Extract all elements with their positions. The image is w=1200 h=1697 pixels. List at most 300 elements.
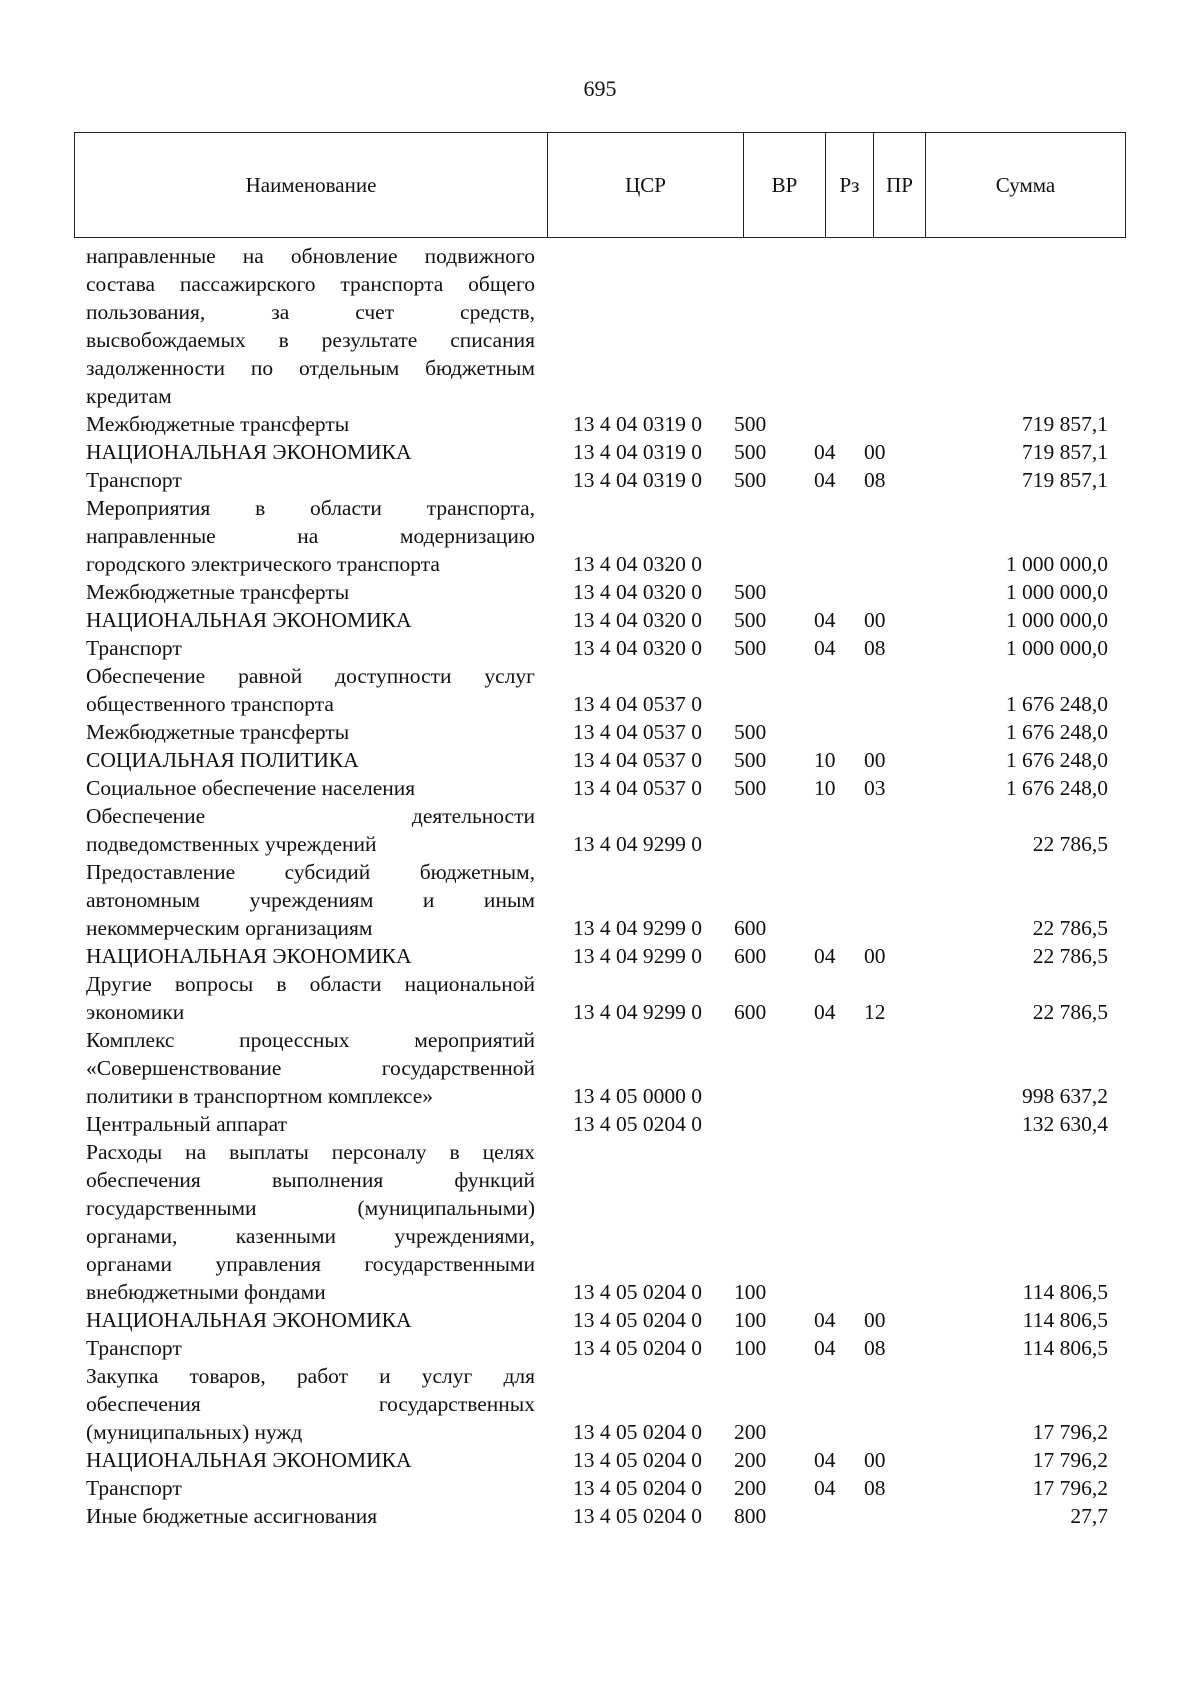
row-name-line: органами, казенными учреждениями, xyxy=(86,1224,535,1248)
row-name-line: автономным учреждениям и иным xyxy=(86,888,535,912)
row-csr xyxy=(535,438,730,466)
row-rz-value: 04 xyxy=(814,944,836,968)
row-name xyxy=(86,718,535,746)
row-name-line: направленные на модернизацию xyxy=(86,524,535,548)
row-rz-value: 04 xyxy=(814,1000,836,1024)
row-vr-value: 100 xyxy=(734,1280,767,1304)
row-name-line: НАЦИОНАЛЬНАЯ ЭКОНОМИКА xyxy=(86,608,412,632)
table-row xyxy=(0,466,1200,494)
row-vr xyxy=(730,1502,810,1530)
row-name xyxy=(86,242,535,410)
row-rz xyxy=(810,1474,858,1502)
row-sum-value: 17 796,2 xyxy=(1032,1420,1108,1444)
row-sum xyxy=(918,410,1108,438)
row-name xyxy=(86,1446,535,1474)
row-vr xyxy=(730,1446,810,1474)
row-sum-value: 22 786,5 xyxy=(1032,944,1108,968)
row-csr xyxy=(535,1138,730,1306)
row-rz-value: 04 xyxy=(814,440,836,464)
row-name-line: государственными (муниципальными) xyxy=(86,1196,535,1220)
row-sum-value: 1 676 248,0 xyxy=(1005,692,1108,716)
row-vr-value: 500 xyxy=(734,776,767,800)
row-name-line: Предоставление субсидий бюджетным, xyxy=(86,860,535,884)
row-name-line: внебюджетными фондами xyxy=(86,1280,326,1304)
row-sum-value: 114 806,5 xyxy=(1022,1308,1108,1332)
row-csr-value: 13 4 05 0000 0 xyxy=(573,1084,702,1108)
row-name-line: Обеспечение равной доступности услуг xyxy=(86,664,535,688)
row-vr xyxy=(730,970,810,1026)
row-rz-value: 04 xyxy=(814,636,836,660)
row-name-line: Другие вопросы в области национальной xyxy=(86,972,535,996)
row-csr-value: 13 4 04 0320 0 xyxy=(573,580,702,604)
row-pr xyxy=(858,1110,918,1138)
row-csr-value: 13 4 05 0204 0 xyxy=(573,1420,702,1444)
row-sum-value: 22 786,5 xyxy=(1032,916,1108,940)
row-pr-value: 00 xyxy=(864,944,886,968)
row-pr xyxy=(858,410,918,438)
header-name: Наименование xyxy=(245,172,377,197)
table-row xyxy=(0,634,1200,662)
row-name-line: пользования, за счет средств, xyxy=(86,300,535,324)
row-rz xyxy=(810,466,858,494)
row-sum-value: 719 857,1 xyxy=(1022,412,1108,436)
row-csr-value: 13 4 04 0320 0 xyxy=(573,552,702,576)
row-csr xyxy=(535,634,730,662)
row-rz-value: 04 xyxy=(814,1448,836,1472)
row-pr-value: 00 xyxy=(864,608,886,632)
row-sum xyxy=(918,494,1108,578)
row-vr-value: 100 xyxy=(734,1336,767,1360)
table-row xyxy=(0,858,1200,942)
row-pr xyxy=(858,494,918,578)
row-sum xyxy=(918,1026,1108,1110)
row-sum xyxy=(918,774,1108,802)
header-rz: Рз xyxy=(825,133,873,237)
row-csr-value: 13 4 04 0319 0 xyxy=(573,412,702,436)
table-row xyxy=(0,1138,1200,1306)
row-name-line: (муниципальных) нужд xyxy=(86,1420,303,1444)
row-name-line: подведомственных учреждений xyxy=(86,832,377,856)
row-csr xyxy=(535,802,730,858)
row-csr-value: 13 4 04 0320 0 xyxy=(573,636,702,660)
row-sum-value: 1 000 000,0 xyxy=(1005,636,1108,660)
row-pr-value: 08 xyxy=(864,1336,886,1360)
row-name-line: органами управления государственными xyxy=(86,1252,535,1276)
table-body xyxy=(0,242,1200,1530)
row-name-line: Транспорт xyxy=(86,1336,182,1360)
row-rz xyxy=(810,1362,858,1446)
row-sum xyxy=(918,438,1108,466)
row-csr xyxy=(535,1110,730,1138)
row-rz-value: 04 xyxy=(814,1476,836,1500)
row-rz xyxy=(810,662,858,718)
row-name xyxy=(86,802,535,858)
row-sum xyxy=(918,1446,1108,1474)
row-pr-value: 08 xyxy=(864,468,886,492)
row-sum xyxy=(918,718,1108,746)
row-rz xyxy=(810,718,858,746)
row-csr-value: 13 4 05 0204 0 xyxy=(573,1448,702,1472)
row-name xyxy=(86,746,535,774)
table-row xyxy=(0,1110,1200,1138)
row-vr-value: 600 xyxy=(734,1000,767,1024)
row-csr xyxy=(535,578,730,606)
row-rz-value: 04 xyxy=(814,468,836,492)
row-vr xyxy=(730,606,810,634)
row-sum-value: 719 857,1 xyxy=(1022,440,1108,464)
row-rz-value: 04 xyxy=(814,1336,836,1360)
row-name-line: Центральный аппарат xyxy=(86,1112,288,1136)
row-name xyxy=(86,858,535,942)
row-vr-value: 500 xyxy=(734,720,767,744)
row-pr-value: 00 xyxy=(864,1448,886,1472)
row-csr xyxy=(535,494,730,578)
row-pr xyxy=(858,1306,918,1334)
row-csr xyxy=(535,942,730,970)
row-rz xyxy=(810,1026,858,1110)
row-name-line: Межбюджетные трансферты xyxy=(86,720,350,744)
row-pr xyxy=(858,858,918,942)
row-csr xyxy=(535,1334,730,1362)
row-rz-value: 04 xyxy=(814,608,836,632)
row-name xyxy=(86,1138,535,1306)
row-name-line: политики в транспортном комплексе» xyxy=(86,1084,433,1108)
row-rz xyxy=(810,242,858,410)
row-name-line: обеспечения выполнения функций xyxy=(86,1168,535,1192)
row-name-line: Межбюджетные трансферты xyxy=(86,580,350,604)
row-name-line: направленные на обновление подвижного xyxy=(86,244,535,268)
row-csr xyxy=(535,970,730,1026)
row-csr xyxy=(535,718,730,746)
row-vr xyxy=(730,1138,810,1306)
row-name xyxy=(86,1334,535,1362)
row-pr xyxy=(858,1138,918,1306)
row-name-line: Комплекс процессных мероприятий xyxy=(86,1028,535,1052)
row-sum xyxy=(918,242,1108,410)
table-row xyxy=(0,662,1200,718)
row-sum xyxy=(918,802,1108,858)
table-row xyxy=(0,410,1200,438)
table-row xyxy=(0,942,1200,970)
row-pr xyxy=(858,578,918,606)
table-row xyxy=(0,606,1200,634)
row-sum xyxy=(918,1474,1108,1502)
row-pr-value: 00 xyxy=(864,440,886,464)
row-sum-value: 1 000 000,0 xyxy=(1005,608,1108,632)
row-name-line: обеспечения государственных xyxy=(86,1392,535,1416)
row-vr xyxy=(730,1334,810,1362)
table-row xyxy=(0,1474,1200,1502)
row-sum xyxy=(918,606,1108,634)
row-vr-value: 600 xyxy=(734,916,767,940)
row-rz xyxy=(810,970,858,1026)
row-csr xyxy=(535,1306,730,1334)
row-pr xyxy=(858,970,918,1026)
table-row xyxy=(0,774,1200,802)
row-name-line: Обеспечение деятельности xyxy=(86,804,535,828)
row-pr xyxy=(858,1334,918,1362)
row-name xyxy=(86,1474,535,1502)
row-name-line: задолженности по отдельным бюджетным xyxy=(86,356,535,380)
row-rz xyxy=(810,494,858,578)
row-vr-value: 500 xyxy=(734,748,767,772)
row-name-line: Социальное обеспечение населения xyxy=(86,776,416,800)
row-pr xyxy=(858,634,918,662)
row-csr-value: 13 4 05 0204 0 xyxy=(573,1308,702,1332)
row-pr xyxy=(858,1446,918,1474)
table-row xyxy=(0,802,1200,858)
row-name-line: Транспорт xyxy=(86,1476,182,1500)
row-pr xyxy=(858,746,918,774)
row-name xyxy=(86,774,535,802)
row-csr xyxy=(535,1474,730,1502)
row-name-line: Иные бюджетные ассигнования xyxy=(86,1504,378,1528)
row-sum xyxy=(918,578,1108,606)
row-vr xyxy=(730,1474,810,1502)
row-rz xyxy=(810,942,858,970)
row-name xyxy=(86,1306,535,1334)
header-sum: Сумма xyxy=(925,133,1125,237)
row-vr xyxy=(730,1110,810,1138)
row-csr xyxy=(535,1362,730,1446)
row-csr xyxy=(535,410,730,438)
row-sum xyxy=(918,634,1108,662)
table-row xyxy=(0,1306,1200,1334)
table-row xyxy=(0,1026,1200,1110)
row-vr-value: 500 xyxy=(734,636,767,660)
row-name-line: НАЦИОНАЛЬНАЯ ЭКОНОМИКА xyxy=(86,1448,412,1472)
row-vr xyxy=(730,802,810,858)
row-name xyxy=(86,942,535,970)
row-sum xyxy=(918,1502,1108,1530)
row-sum-value: 22 786,5 xyxy=(1032,832,1108,856)
row-sum xyxy=(918,942,1108,970)
row-rz xyxy=(810,1110,858,1138)
table-row xyxy=(0,438,1200,466)
row-name xyxy=(86,466,535,494)
row-rz-value: 04 xyxy=(814,1308,836,1332)
row-rz xyxy=(810,802,858,858)
row-pr xyxy=(858,1474,918,1502)
row-sum xyxy=(918,1138,1108,1306)
row-vr-value: 200 xyxy=(734,1476,767,1500)
row-rz xyxy=(810,578,858,606)
row-name-line: Мероприятия в области транспорта, xyxy=(86,496,535,520)
row-pr xyxy=(858,1026,918,1110)
row-sum xyxy=(918,662,1108,718)
row-name-line: НАЦИОНАЛЬНАЯ ЭКОНОМИКА xyxy=(86,1308,412,1332)
row-rz xyxy=(810,746,858,774)
row-pr-value: 08 xyxy=(864,636,886,660)
row-pr xyxy=(858,466,918,494)
row-csr-value: 13 4 05 0204 0 xyxy=(573,1112,702,1136)
row-name xyxy=(86,1502,535,1530)
row-vr xyxy=(730,774,810,802)
table-row xyxy=(0,578,1200,606)
row-sum xyxy=(918,1306,1108,1334)
row-sum xyxy=(918,858,1108,942)
row-pr xyxy=(858,718,918,746)
row-sum xyxy=(918,466,1108,494)
row-csr-value: 13 4 04 0537 0 xyxy=(573,776,702,800)
row-vr-value: 500 xyxy=(734,440,767,464)
row-sum-value: 1 000 000,0 xyxy=(1005,580,1108,604)
table-row xyxy=(0,1446,1200,1474)
row-csr xyxy=(535,858,730,942)
header-csr: ЦСР xyxy=(547,133,743,237)
row-vr-value: 500 xyxy=(734,608,767,632)
row-vr xyxy=(730,578,810,606)
row-rz-value: 10 xyxy=(814,748,836,772)
row-rz xyxy=(810,1138,858,1306)
row-csr-value: 13 4 05 0204 0 xyxy=(573,1504,702,1528)
table-row xyxy=(0,746,1200,774)
row-csr-value: 13 4 05 0204 0 xyxy=(573,1476,702,1500)
row-sum-value: 17 796,2 xyxy=(1032,1476,1108,1500)
row-vr-value: 200 xyxy=(734,1448,767,1472)
row-name xyxy=(86,634,535,662)
row-sum-value: 114 806,5 xyxy=(1022,1280,1108,1304)
row-sum-value: 1 676 248,0 xyxy=(1005,776,1108,800)
row-rz xyxy=(810,410,858,438)
row-vr xyxy=(730,466,810,494)
row-pr xyxy=(858,1502,918,1530)
row-pr xyxy=(858,606,918,634)
row-vr xyxy=(730,410,810,438)
row-sum xyxy=(918,1334,1108,1362)
row-pr xyxy=(858,662,918,718)
table-header xyxy=(74,132,1126,238)
row-name-line: общественного транспорта xyxy=(86,692,334,716)
row-rz xyxy=(810,634,858,662)
row-vr-value: 100 xyxy=(734,1308,767,1332)
row-csr xyxy=(535,774,730,802)
row-csr-value: 13 4 04 9299 0 xyxy=(573,1000,702,1024)
row-name xyxy=(86,606,535,634)
row-name-line: «Совершенствование государственной xyxy=(86,1056,535,1080)
row-name-line: НАЦИОНАЛЬНАЯ ЭКОНОМИКА xyxy=(86,944,412,968)
row-sum-value: 27,7 xyxy=(1070,1504,1108,1528)
row-pr-value: 00 xyxy=(864,748,886,772)
table-row xyxy=(0,718,1200,746)
row-csr xyxy=(535,606,730,634)
row-vr-value: 500 xyxy=(734,412,767,436)
row-rz xyxy=(810,1502,858,1530)
row-csr-value: 13 4 04 0320 0 xyxy=(573,608,702,632)
row-vr xyxy=(730,718,810,746)
row-pr xyxy=(858,802,918,858)
row-vr xyxy=(730,1306,810,1334)
row-pr-value: 00 xyxy=(864,1308,886,1332)
row-name-line: экономики xyxy=(86,1000,185,1024)
row-name xyxy=(86,494,535,578)
row-csr-value: 13 4 04 9299 0 xyxy=(573,916,702,940)
row-csr-value: 13 4 04 0319 0 xyxy=(573,468,702,492)
row-sum-value: 1 000 000,0 xyxy=(1005,552,1108,576)
row-vr-value: 800 xyxy=(734,1504,767,1528)
row-name xyxy=(86,662,535,718)
row-vr xyxy=(730,634,810,662)
row-pr xyxy=(858,242,918,410)
row-rz xyxy=(810,438,858,466)
row-vr xyxy=(730,494,810,578)
row-name-line: НАЦИОНАЛЬНАЯ ЭКОНОМИКА xyxy=(86,440,412,464)
row-name xyxy=(86,410,535,438)
row-pr-value: 03 xyxy=(864,776,886,800)
row-pr xyxy=(858,942,918,970)
row-csr xyxy=(535,1502,730,1530)
row-sum xyxy=(918,746,1108,774)
row-pr xyxy=(858,774,918,802)
header-pr: ПР xyxy=(873,133,925,237)
row-vr xyxy=(730,662,810,718)
row-vr xyxy=(730,858,810,942)
row-sum-value: 17 796,2 xyxy=(1032,1448,1108,1472)
row-pr-value: 12 xyxy=(864,1000,886,1024)
row-sum-value: 132 630,4 xyxy=(1022,1112,1108,1136)
row-csr-value: 13 4 05 0204 0 xyxy=(573,1280,702,1304)
row-csr-value: 13 4 04 0537 0 xyxy=(573,692,702,716)
row-name-line: Закупка товаров, работ и услуг для xyxy=(86,1364,535,1388)
row-name xyxy=(86,1110,535,1138)
table-row xyxy=(0,494,1200,578)
table-row xyxy=(0,1502,1200,1530)
row-rz xyxy=(810,1306,858,1334)
row-vr xyxy=(730,942,810,970)
row-name-line: Расходы на выплаты персоналу в целях xyxy=(86,1140,535,1164)
row-vr-value: 200 xyxy=(734,1420,767,1444)
table-row xyxy=(0,1362,1200,1446)
row-csr-value: 13 4 05 0204 0 xyxy=(573,1336,702,1360)
row-name-line: Транспорт xyxy=(86,468,182,492)
row-vr-value: 500 xyxy=(734,468,767,492)
row-csr-value: 13 4 04 9299 0 xyxy=(573,944,702,968)
table-row xyxy=(0,1334,1200,1362)
row-name-line: Транспорт xyxy=(86,636,182,660)
row-vr xyxy=(730,242,810,410)
row-name-line: Межбюджетные трансферты xyxy=(86,412,350,436)
row-csr xyxy=(535,1026,730,1110)
row-csr-value: 13 4 04 9299 0 xyxy=(573,832,702,856)
row-vr-value: 600 xyxy=(734,944,767,968)
row-sum-value: 22 786,5 xyxy=(1032,1000,1108,1024)
row-name xyxy=(86,1026,535,1110)
row-name-line: кредитам xyxy=(86,384,172,408)
row-csr xyxy=(535,1446,730,1474)
row-name-line: СОЦИАЛЬНАЯ ПОЛИТИКА xyxy=(86,748,359,772)
row-sum-value: 719 857,1 xyxy=(1022,468,1108,492)
row-name xyxy=(86,438,535,466)
row-name xyxy=(86,1362,535,1446)
row-name-line: высвобождаемых в результате списания xyxy=(86,328,535,352)
row-csr xyxy=(535,242,730,410)
row-sum-value: 114 806,5 xyxy=(1022,1336,1108,1360)
row-name-line: некоммерческим организациям xyxy=(86,916,373,940)
row-rz xyxy=(810,1334,858,1362)
row-pr xyxy=(858,1362,918,1446)
row-csr-value: 13 4 04 0537 0 xyxy=(573,720,702,744)
row-pr-value: 08 xyxy=(864,1476,886,1500)
row-vr xyxy=(730,1026,810,1110)
row-sum xyxy=(918,1110,1108,1138)
row-vr xyxy=(730,438,810,466)
row-sum xyxy=(918,1362,1108,1446)
row-vr xyxy=(730,1362,810,1446)
row-sum-value: 998 637,2 xyxy=(1022,1084,1108,1108)
row-rz xyxy=(810,858,858,942)
row-csr xyxy=(535,662,730,718)
table-row xyxy=(0,242,1200,410)
